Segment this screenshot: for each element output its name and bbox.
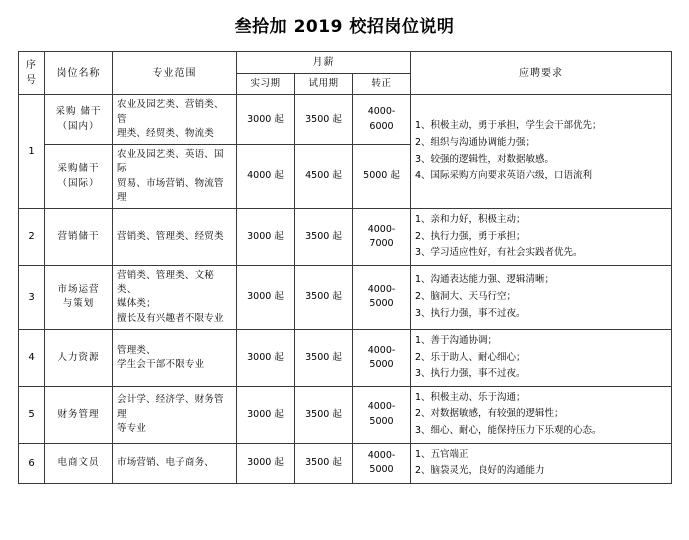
cell-requirement (411, 386, 672, 443)
requirement-line: 2、脑洞大、天马行空； (415, 291, 517, 303)
requirement-line: 2、执行力强，勇于承担； (415, 230, 526, 242)
table-row (19, 443, 672, 483)
cell-no: 4 (19, 329, 45, 386)
cell-major (113, 145, 237, 209)
cell-position-name (45, 386, 113, 443)
requirement-line: 1、积极主动，勇于承担，学生会干部优先； (415, 120, 602, 132)
cell-position-name (45, 209, 113, 266)
requirement-line: 1、亲和力好，积极主动； (415, 214, 526, 225)
position-name-line: 与策划 (62, 298, 95, 310)
table-row (19, 95, 672, 145)
cell-salary-regular: 4000-7000 (353, 209, 411, 266)
cell-salary-probation: 4500 起 (295, 145, 353, 209)
header-salary-probation: 试用期 (295, 74, 353, 95)
position-name-line: 电商文员 (57, 457, 100, 469)
major-line: 贸易、市场营销、物流管理 (117, 177, 224, 203)
cell-major (113, 265, 237, 329)
cell-salary-intern: 3000 起 (237, 265, 295, 329)
cell-requirement (411, 265, 672, 329)
cell-salary-intern: 3000 起 (237, 95, 295, 145)
requirement-line: 2、脑袋灵光，良好的沟通能力 (415, 465, 545, 477)
position-name-line: 人力资源 (57, 351, 100, 363)
requirement-line: 1、五官端正 (415, 448, 469, 460)
cell-salary-probation: 3500 起 (295, 443, 353, 483)
table-header (19, 52, 672, 95)
requirement-line: 1、沟通表达能力强、逻辑清晰； (415, 274, 555, 286)
cell-salary-intern: 3000 起 (237, 443, 295, 483)
position-name-line: （国内） (57, 120, 100, 132)
position-name-line: 营销储干 (57, 230, 100, 242)
cell-major (113, 95, 237, 145)
cell-major (113, 443, 237, 483)
cell-requirement (411, 329, 672, 386)
cell-salary-regular: 4000-5000 (353, 329, 411, 386)
cell-position-name (45, 329, 113, 386)
cell-salary-regular: 4000-6000 (353, 95, 411, 145)
requirement-line: 3、执行力强，事不过夜。 (415, 307, 526, 319)
requirement-line: 3、学习适应性好，有社会实践者优先。 (415, 247, 583, 259)
major-line: 营销类、管理类、经贸类 (117, 230, 224, 242)
requirement-line: 2、对数据敏感，有较强的逻辑性； (415, 408, 564, 420)
requirement-line: 1、善于沟通协调； (415, 334, 498, 346)
cell-no: 2 (19, 209, 45, 266)
table-row (19, 209, 672, 266)
header-no: 序号 (19, 52, 45, 95)
major-line: 会计学、经济学、财务管理 (117, 394, 224, 420)
requirement-line: 3、细心、耐心，能保持压力下乐观的心态。 (415, 425, 602, 436)
requirement-line: 4、国际采购方向要求英语六级，口语流利 (415, 170, 593, 182)
major-line: 管理类、 (117, 344, 156, 356)
major-line: 农业及园艺类、营销类、管 (117, 99, 224, 125)
cell-salary-regular: 4000-5000 (353, 443, 411, 483)
table-row (19, 329, 672, 386)
cell-position-name (45, 265, 113, 329)
major-line: 营销类、管理类、文秘类、 (117, 269, 215, 296)
requirement-line: 3、较强的逻辑性，对数据敏感。 (415, 153, 555, 165)
header-position: 岗位名称 (45, 52, 113, 95)
position-name-line: （国际） (57, 177, 100, 189)
cell-position-name (45, 443, 113, 483)
cell-no: 5 (19, 386, 45, 443)
cell-salary-probation: 3500 起 (295, 329, 353, 386)
header-salary-intern: 实习期 (237, 74, 295, 95)
major-line: 农业及园艺类、英语、国际 (117, 149, 224, 175)
cell-salary-intern: 3000 起 (237, 329, 295, 386)
header-requirement: 应聘要求 (411, 52, 672, 95)
major-line: 学生会干部不限专业 (117, 358, 205, 370)
cell-salary-intern: 4000 起 (237, 145, 295, 209)
cell-salary-probation: 3500 起 (295, 386, 353, 443)
header-major: 专业范围 (113, 52, 237, 95)
header-salary: 月薪 (237, 52, 411, 74)
job-description-table (18, 51, 672, 484)
header-salary-regular: 转正 (353, 74, 411, 95)
major-line: 等专业 (117, 422, 147, 434)
cell-no: 1 (19, 95, 45, 209)
cell-requirement (411, 95, 672, 209)
major-line: 市场营销、电子商务、 (117, 457, 215, 469)
cell-requirement (411, 443, 672, 483)
position-name-line: 采购 储干 (55, 106, 102, 118)
cell-position-name (45, 145, 113, 209)
cell-salary-regular: 5000 起 (353, 145, 411, 209)
page-title: 叁拾加 2019 校招岗位说明 (234, 17, 455, 37)
cell-requirement (411, 209, 672, 266)
major-line: 擅长及有兴趣者不限专业 (117, 312, 224, 324)
cell-salary-regular: 4000-5000 (353, 386, 411, 443)
cell-major (113, 329, 237, 386)
position-name-line: 采购储干 (57, 163, 100, 175)
cell-no: 3 (19, 265, 45, 329)
cell-position-name (45, 95, 113, 145)
table-header-row-1 (19, 52, 672, 74)
requirement-line: 3、执行力强，事不过夜。 (415, 368, 526, 380)
cell-no: 6 (19, 443, 45, 483)
cell-salary-intern: 3000 起 (237, 209, 295, 266)
cell-salary-intern: 3000 起 (237, 386, 295, 443)
cell-salary-probation: 3500 起 (295, 209, 353, 266)
major-line: 媒体类； (117, 298, 156, 310)
position-name-line: 财务管理 (57, 408, 100, 420)
cell-major (113, 209, 237, 266)
requirement-line: 2、组织与沟通协调能力强； (415, 137, 536, 148)
cell-salary-regular: 4000-5000 (353, 265, 411, 329)
cell-major (113, 386, 237, 443)
table-row (19, 386, 672, 443)
major-line: 理类、经贸类、物流类 (117, 127, 215, 139)
requirement-line: 2、乐于助人、耐心细心； (415, 351, 526, 363)
requirement-line: 1、积极主动、乐于沟通； (415, 391, 526, 403)
table-row (19, 265, 672, 329)
cell-salary-probation: 3500 起 (295, 265, 353, 329)
cell-salary-probation: 3500 起 (295, 95, 353, 145)
table-body (19, 95, 672, 484)
position-name-line: 市场运营 (57, 284, 100, 296)
